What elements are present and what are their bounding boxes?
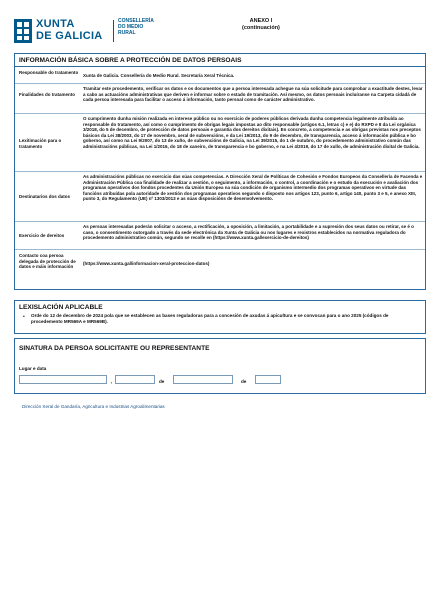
department-line: CONSELLERÍA [118,18,154,24]
de-separator: de [159,379,165,384]
row-text: As persoas interesadas poderán solicitar o acceso, a rectificación, a oposición, a limitación, a portabilidade e a supresión dos seus datos ou retirar, se é o caso, o consentimento outorgado a través da sede electrónica da Xunta de Galicia ou nos lugares e rexistros establecidos na normativa reguladora do procedemento administrativo común, segundo se recolle en (https://www.xunta.gal/exercicio-de-dereitos) [83,224,414,241]
row-text: O cumprimento dunha misión realizada en interese público ou no exercicio de poderes públicos derivada dunha competencia legalmente atribuída ao responsable do tratamento, así como o cumprimento de obrigas legais impostas ao dito responsable (artigos 6.1, letras c) e e) do RXPD e 8 da Lei orgánica 3/2018, do 5 de decembro, de protección de datos persoais e garantía dos dereitos dixitais). En concreto, a competencia e as obrigas previstas nos preceptos básicos da Lei 38/2003, do 17 de novembro, xeral de subvencións, e da Lei 19/2013, do 9 de decembro, de transparencia, acceso á información pública e bo goberno, así como na Lei 9/2007, do 13 de xuño, de subvencións de Galicia, na Lei 39/2015, do 1 de outubro, do procedemento administrativo común das administracións públicas, na Lei 1/2016, do 18 de xaneiro, de transparencia e bo goberno, e na Lei 4/2019, do 17 de xullo, de administración dixital de Galicia. [83,116,421,149]
table-row [15,222,425,250]
xunta-logo [14,18,204,44]
row-label: Lexitimación para o tratamento [19,138,62,149]
table-row [15,172,425,222]
legislation-section [14,300,426,334]
day-field[interactable] [115,375,155,384]
row-text: Xunta de Galicia. Consellería do Medio Rural. Secretaría Xeral Técnica. [83,73,235,78]
signature-section [14,338,426,394]
month-field[interactable] [173,375,233,384]
department-line: DO MEDIO [118,24,144,30]
year-field[interactable] [255,375,281,384]
row-label: Finalidades do tratamento [19,92,76,97]
logo-text-galicia: DE GALICIA [36,30,103,42]
row-text: Tramitar este procedemento, verificar os datos e os documentos que a persoa interesada achegue na súa solicitude para comprobar a exactitude destes, levar a cabo as actuacións administrativas que deriven e informar sobre o estado de tramitación. Así mesmo, os datos persoais incluíranse na Carpeta cidadá de cada persoa interesada para facilitar o acceso á información, tanto persoal como de carácter administrativo. [83,86,423,103]
data-protection-title: INFORMACIÓN BÁSICA SOBRE A PROTECCIÓN DE DATOS PERSOAIS [19,57,242,64]
table-row [15,84,425,114]
logo-text-xunta: XUNTA [36,18,75,30]
department-name [118,18,154,36]
xunta-shield-icon [14,19,32,43]
footer-department: Dirección Xeral de Gandaría, Agricultura e Industrias Agroalimentarias [22,404,165,409]
place-field[interactable] [19,375,107,384]
department-line: RURAL [118,30,136,36]
table-row [15,250,425,290]
row-label: Responsable do tratamento [19,70,79,75]
row-label: Contacto coa persoa delegada de protección de datos e máis información [19,253,76,270]
legislation-item: Orde do 12 de decembro de 2024 pola que se establecen as bases reguladoras para a concesión de axudas á apicultura e se convocan para o ano 2025 (códigos de procedemento MR569A e MR569B). [31,313,389,324]
annex-subtitle: (continuación) [242,25,280,31]
row-label: Exercicio de dereitos [19,233,65,238]
table-row [15,114,425,172]
signature-title: SINATURA DA PERSOA SOLICITANTE OU REPRESENTANTE [19,345,210,352]
bullet-icon: • [23,314,25,320]
document-header [14,14,426,48]
row-text: As administracións públicas no exercicio das súas competencias. A Dirección Xeral de Políticas de Cohesión e Fondos Europeos da Consellería de Facenda e Administración Pública coa finalidade de realizar a xestión, o seguimento, a información, o control, a coordinación e o estudo da execución e avaliación dos programas operativos dos fondos procedentes da Unión Europea na súa condición de organismo intermedio dos programas operativos en virtude das funcións atribuídas pola autoridade de xestión dos programas operativos segundo o disposto nos artigos 123, punto 6, artigo 140, punto 3 e 5, e anexo XIII, punto 3, do Regulamento (UE) nº 1303/2013 e as súas disposicións de desenvolvemento. [83,174,423,202]
de-separator: de [241,379,247,384]
annex-heading [242,18,280,32]
row-label: Destinatarios dos datos [19,194,71,199]
annex-title: ANEXO I [249,18,273,24]
table-row [15,67,425,84]
data-protection-section [14,53,426,290]
logo-divider [113,20,114,42]
legislation-title: LEXISLACIÓN APLICABLE [19,304,103,311]
place-date-label: Lugar e data [19,366,47,371]
row-link[interactable]: (https://www.xunta.gal/informacion-xeral-proteccion-datos) [83,261,210,266]
comma-separator: , [111,379,113,384]
